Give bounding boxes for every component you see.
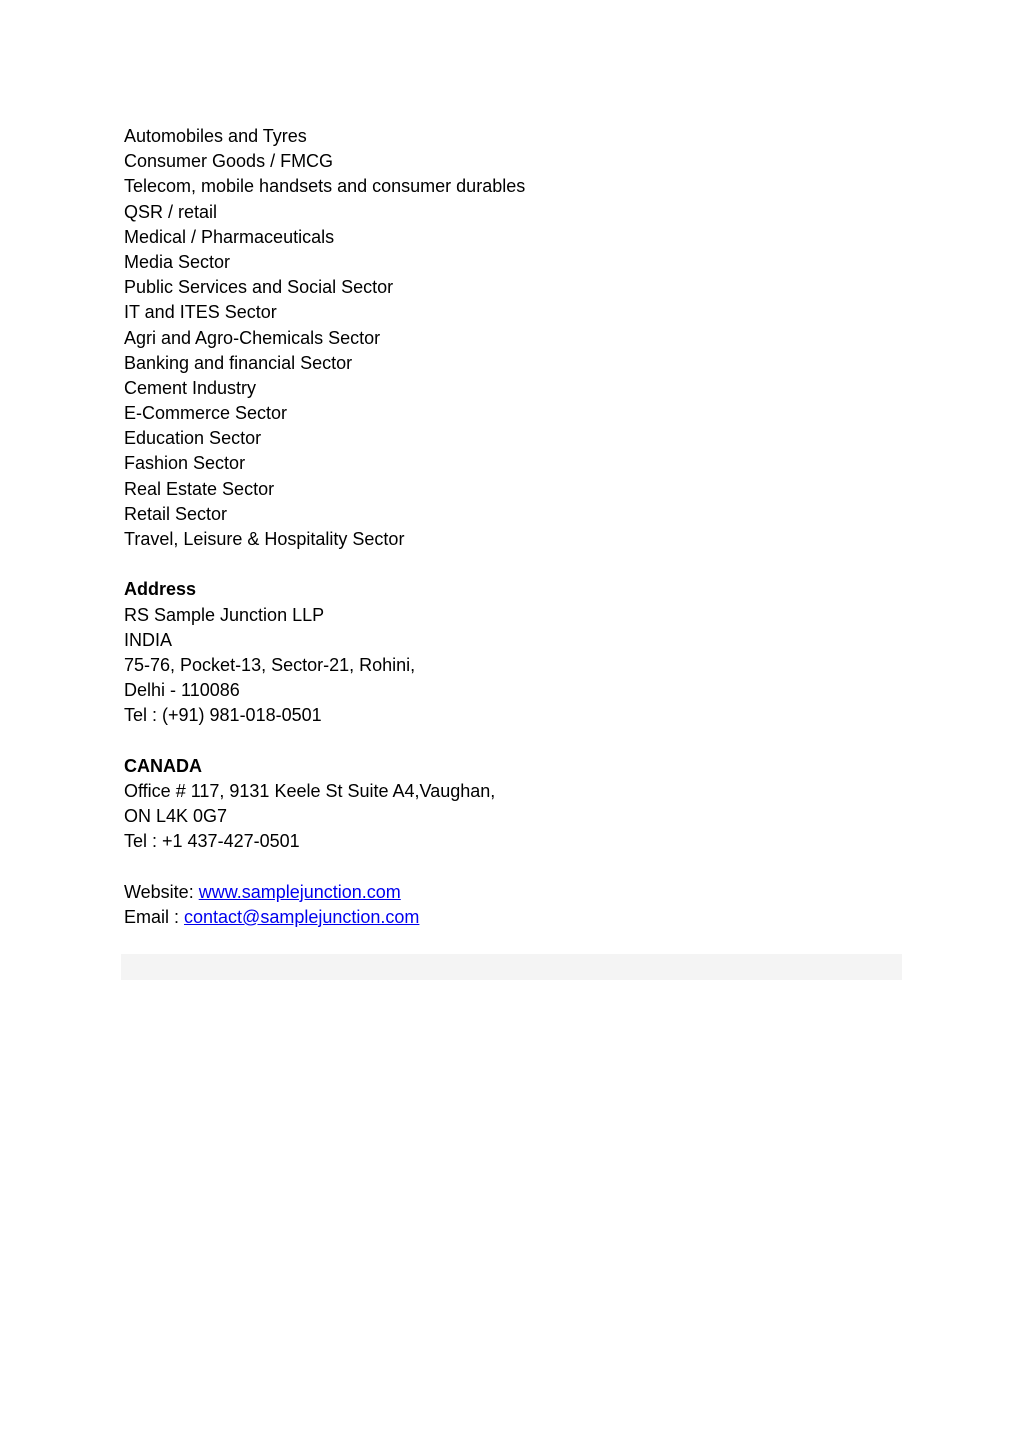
- website-label: Website:: [124, 881, 199, 902]
- sector-item: Fashion Sector: [124, 453, 246, 474]
- sector-list: [124, 124, 904, 552]
- sector-item: Education Sector: [124, 428, 262, 449]
- contact-block: [124, 880, 904, 930]
- website-link[interactable]: www.samplejunction.com: [198, 881, 401, 902]
- canada-tel: Tel : +1 437-427-0501: [124, 831, 300, 852]
- india-address-block: [124, 577, 904, 728]
- sector-item: Travel, Leisure & Hospitality Sector: [124, 529, 405, 549]
- canada-postal: ON L4K 0G7: [124, 806, 228, 827]
- sector-item: IT and ITES Sector: [124, 302, 277, 323]
- sector-item: Agri and Agro-Chemicals Sector: [124, 327, 381, 348]
- document-page: [124, 124, 904, 930]
- sector-item: Banking and financial Sector: [124, 352, 353, 373]
- sector-item: Real Estate Sector: [124, 478, 275, 499]
- sector-item: Retail Sector: [124, 503, 228, 524]
- country-india: INDIA: [124, 629, 173, 650]
- email-link[interactable]: contact@samplejunction.com: [184, 906, 420, 927]
- sector-item: Public Services and Social Sector: [124, 277, 394, 298]
- india-tel: Tel : (+91) 981-018-0501: [124, 705, 322, 726]
- grey-footer-bar: [121, 954, 902, 980]
- canada-heading: CANADA: [124, 755, 202, 776]
- sector-item: E-Commerce Sector: [124, 403, 288, 424]
- sector-item: Medical / Pharmaceuticals: [124, 226, 335, 247]
- address-heading: Address: [124, 579, 197, 600]
- email-label: Email :: [124, 906, 185, 927]
- sector-item: Cement Industry: [124, 377, 257, 398]
- website-line: [124, 880, 904, 905]
- sector-item: Media Sector: [124, 251, 231, 272]
- sector-item: Automobiles and Tyres: [124, 126, 307, 146]
- sector-item: Consumer Goods / FMCG: [124, 151, 334, 172]
- sector-item: QSR / retail: [124, 201, 218, 222]
- canada-address-block: [124, 754, 904, 855]
- india-city: Delhi - 110086: [124, 680, 240, 701]
- canada-street: Office # 117, 9131 Keele St Suite A4,Vaughan,: [124, 780, 496, 801]
- spacer: [124, 729, 904, 754]
- spacer: [124, 854, 904, 879]
- spacer: [124, 552, 904, 577]
- sector-item: Telecom, mobile handsets and consumer durables: [124, 176, 526, 197]
- company-name: RS Sample Junction LLP: [124, 604, 325, 625]
- india-street: 75-76, Pocket-13, Sector-21, Rohini,: [124, 654, 416, 675]
- email-line: [124, 905, 904, 930]
